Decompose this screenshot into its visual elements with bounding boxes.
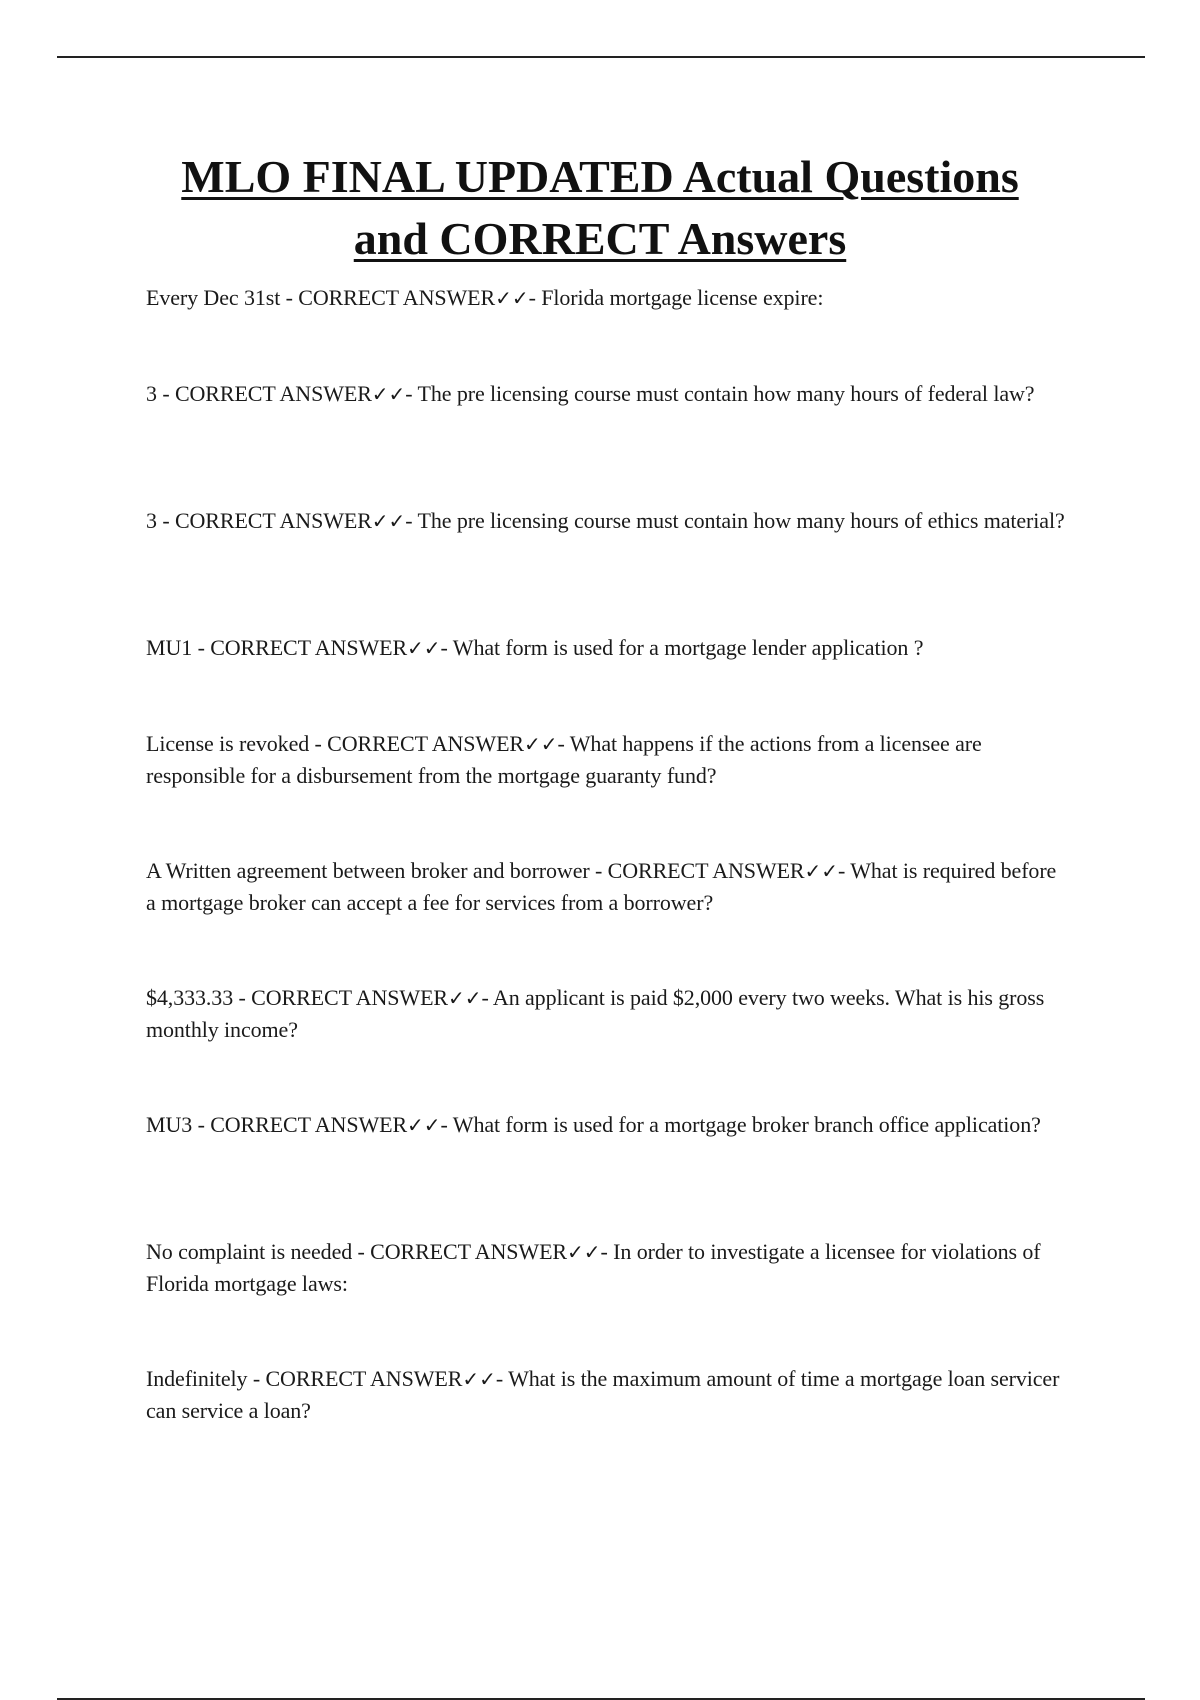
answer-text: No complaint is needed [146, 1239, 358, 1264]
answer-marker: - CORRECT ANSWER [238, 985, 448, 1010]
qa-item [146, 282, 1066, 314]
answer-marker: - CORRECT ANSWER [162, 508, 372, 533]
qa-item [146, 1236, 1066, 1300]
answer-marker: - CORRECT ANSWER [162, 381, 372, 406]
question-prefix: - [495, 1366, 509, 1391]
question-prefix: - [838, 858, 851, 883]
qa-item [146, 982, 1066, 1046]
check-marks-icon: ✓✓ [462, 1367, 496, 1391]
check-marks-icon: ✓✓ [407, 636, 441, 660]
question-text: Florida mortgage license expire: [541, 285, 824, 310]
answer-text: 3 [146, 508, 163, 533]
check-marks-icon: ✓✓ [524, 732, 558, 756]
answer-marker: - CORRECT ANSWER [197, 635, 408, 660]
answer-marker: - CORRECT ANSWER [595, 858, 805, 883]
answer-marker: - CORRECT ANSWER [285, 285, 496, 310]
answer-text: MU3 [146, 1112, 198, 1137]
question-text: In order to investigate a licensee for violations of Florida mortgage laws: [146, 1239, 1041, 1296]
qa-item [146, 728, 1066, 792]
question-text: What form is used for a mortgage lender application ? [452, 635, 924, 660]
question-prefix: - [600, 1239, 614, 1264]
check-marks-icon: ✓✓ [407, 1113, 441, 1137]
question-text: The pre licensing course must contain how many hours of federal law? [417, 381, 1035, 406]
question-text: An applicant is paid $2,000 every two weeks. What is his gross monthly income? [146, 985, 1045, 1042]
question-prefix: - [440, 1112, 453, 1137]
check-marks-icon: ✓✓ [371, 382, 406, 406]
question-prefix: - [405, 508, 418, 533]
check-marks-icon: ✓✓ [447, 986, 482, 1010]
question-prefix: - [481, 985, 493, 1010]
check-marks-icon: ✓✓ [495, 286, 529, 310]
question-text: What happens if the actions from a licensee are responsible for a disbursement from the mortgage guaranty fund? [146, 731, 982, 788]
question-text: What form is used for a mortgage broker branch office application? [452, 1112, 1041, 1137]
answer-text: License is revoked [146, 731, 315, 756]
answer-text: MU1 [146, 635, 198, 660]
title-line-2: and CORRECT Answers [353, 213, 847, 264]
question-prefix: - [557, 731, 570, 756]
document-title [100, 146, 1100, 270]
qa-item [146, 632, 1066, 664]
title-line-1: MLO FINAL UPDATED Actual Questions [181, 151, 1019, 202]
question-text: What is required before a mortgage broker can accept a fee for services from a borrower? [146, 858, 1057, 915]
answer-text: Indefinitely [146, 1366, 253, 1391]
top-rule [57, 56, 1145, 58]
answer-marker: - CORRECT ANSWER [252, 1366, 463, 1391]
answer-text: A Written agreement between broker and borrower [146, 858, 596, 883]
qa-item [146, 1109, 1066, 1141]
answer-marker: - CORRECT ANSWER [197, 1112, 408, 1137]
qa-item [146, 505, 1066, 537]
answer-text: $4,333.33 [146, 985, 239, 1010]
question-prefix: - [405, 381, 418, 406]
answer-marker: - CORRECT ANSWER [314, 731, 525, 756]
check-marks-icon: ✓✓ [804, 859, 838, 883]
qa-item [146, 1363, 1066, 1427]
question-text: The pre licensing course must contain how many hours of ethics material? [417, 508, 1065, 533]
qa-item [146, 378, 1066, 410]
answer-text: 3 [146, 381, 163, 406]
question-prefix: - [528, 285, 542, 310]
answer-marker: - CORRECT ANSWER [357, 1239, 568, 1264]
qa-item [146, 855, 1066, 919]
check-marks-icon: ✓✓ [371, 509, 406, 533]
question-prefix: - [440, 635, 453, 660]
question-text: What is the maximum amount of time a mortgage loan servicer can service a loan? [146, 1366, 1060, 1423]
answer-text: Every Dec 31st [146, 285, 286, 310]
check-marks-icon: ✓✓ [567, 1240, 601, 1264]
